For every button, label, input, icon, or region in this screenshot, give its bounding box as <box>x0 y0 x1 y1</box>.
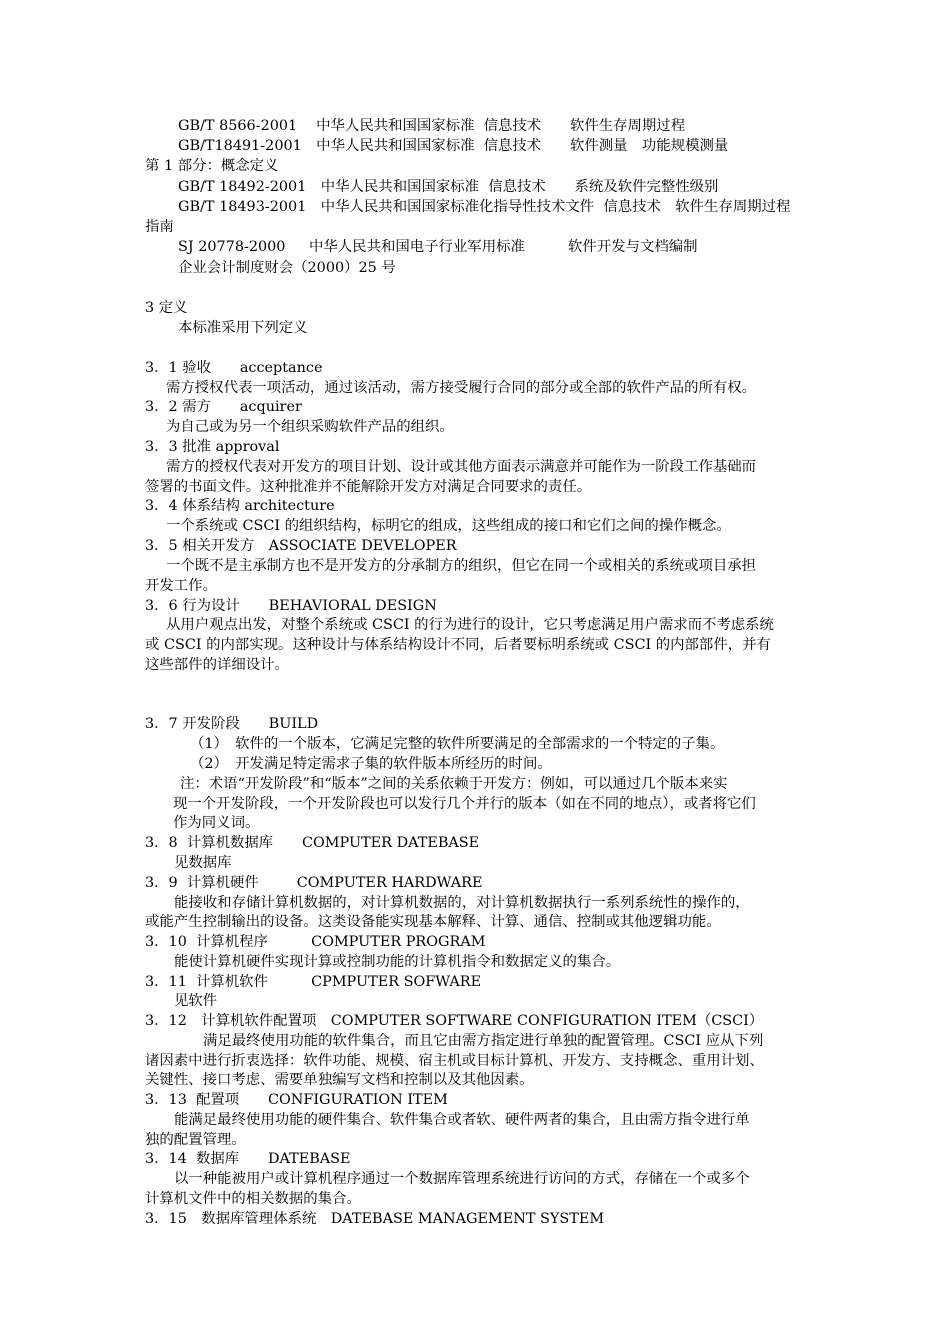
term-body: 见数据库 <box>174 855 232 871</box>
term-body: 能接收和存储计算机数据的，对计算机数据的，对计算机数据执行一系列系统性的操作的， <box>174 895 750 911</box>
term-body: 需方授权代表一项活动，通过该活动，需方接受履行合同的部分或全部的软件产品的所有权。 <box>166 380 757 396</box>
term-body: 或 CSCI 的内部实现。这种设计与体系结构设计不同，后者要标明系统或 CSCI 的内部部件，并有 <box>145 637 771 653</box>
reference-line: 指南 <box>145 219 174 235</box>
reference-line: GB/T 18493-2001 中华人民共和国国家标准化指导性技术文件 信息技术 软件生存周期过程 <box>178 199 791 215</box>
term-heading: 3．11 计算机软件 CPMPUTER SOFWARE <box>145 974 482 990</box>
term-body: 从用户观点出发，对整个系统或 CSCI 的行为进行的设计，它只考虑满足用户需求而不考虑系统 <box>166 617 774 633</box>
term-heading: 3．6 行为设计 BEHAVIORAL DESIGN <box>145 598 437 614</box>
term-note: 作为同义词。 <box>173 815 260 831</box>
term-body: 一个系统或 CSCI 的组织结构，标明它的组成，这些组成的接口和它们之间的操作概念。 <box>166 518 731 534</box>
reference-line: SJ 20778-2000 中华人民共和国电子行业军用标准 软件开发与文档编制 <box>178 239 698 255</box>
term-body: 这些部件的详细设计。 <box>145 657 289 673</box>
term-body: 能满足最终使用功能的硬件集合、软件集合或者软、硬件两者的集合，且由需方指令进行单 <box>174 1112 750 1128</box>
term-body: 计算机文件中的相关数据的集合。 <box>145 1191 361 1207</box>
term-body: 签署的书面文件。这种批准并不能解除开发方对满足合同要求的责任。 <box>145 479 592 495</box>
term-body: 诸因素中进行折衷选择：软件功能、规模、宿主机或目标计算机、开发方、支持概念、重用计划、 <box>145 1053 764 1069</box>
reference-line: 企业会计制度财会（2000）25 号 <box>178 260 396 276</box>
term-body: 或能产生控制输出的设备。这类设备能实现基本解释、计算、通信、控制或其他逻辑功能。 <box>145 914 721 930</box>
term-body: 需方的授权代表对开发方的项目计划、设计或其他方面表示满意并可能作为一阶段工作基础而 <box>166 459 757 475</box>
reference-line: GB/T 8566-2001 中华人民共和国国家标准 信息技术 软件生存周期过程 <box>178 118 686 134</box>
term-heading: 3．4 体系结构 architecture <box>145 498 335 514</box>
term-body: （2） 开发满足特定需求子集的软件版本所经历的时间。 <box>190 756 552 772</box>
term-heading: 3．7 开发阶段 BUILD <box>145 716 319 732</box>
term-heading: 3．2 需方 acquirer <box>145 399 302 415</box>
term-body: 关键性、接口考虑、需要单独编写文档和控制以及其他因素。 <box>145 1072 534 1088</box>
reference-line: GB/T 18492-2001 中华人民共和国国家标准 信息技术 系统及软件完整性级别 <box>178 179 719 195</box>
term-heading: 3．1 验收 acceptance <box>145 360 323 376</box>
term-body: 一个既不是主承制方也不是开发方的分承制方的组织，但它在同一个或相关的系统或项目承担 <box>166 558 757 574</box>
term-heading: 3．10 计算机程序 COMPUTER PROGRAM <box>145 934 486 950</box>
term-heading: 3．5 相关开发方 ASSOCIATE DEVELOPER <box>145 538 457 554</box>
term-heading: 3．12 计算机软件配置项 COMPUTER SOFTWARE CONFIGURATION ITEM（CSCI） <box>145 1013 764 1029</box>
term-body: 见软件 <box>174 993 218 1009</box>
term-heading: 3．15 数据库管理体系统 DATEBASE MANAGEMENT SYSTEM <box>145 1211 605 1227</box>
term-body: （1） 软件的一个版本，它满足完整的软件所要满足的全部需求的一个特定的子集。 <box>190 736 725 752</box>
section-title: 3 定义 <box>145 300 188 316</box>
reference-line: GB/T18491-2001 中华人民共和国国家标准 信息技术 软件测量 功能规模测量 <box>178 138 729 154</box>
term-note: 注：术语“开发阶段”和“版本”之间的关系依赖于开发方：例如，可以通过几个版本来实 <box>180 776 728 792</box>
reference-line: 第 1 部分：概念定义 <box>145 158 279 174</box>
term-note: 现一个开发阶段，一个开发阶段也可以发行几个并行的版本（如在不同的地点），或者将它们 <box>173 796 756 812</box>
term-body: 满足最终使用功能的软件集合，而且它由需方指定进行单独的配置管理。CSCI 应从下列 <box>203 1033 764 1049</box>
term-heading: 3．8 计算机数据库 COMPUTER DATEBASE <box>145 835 480 851</box>
term-body: 能使计算机硬件实现计算或控制功能的计算机指令和数据定义的集合。 <box>174 954 621 970</box>
term-body: 以一种能被用户或计算机程序通过一个数据库管理系统进行访问的方式，存储在一个或多个 <box>174 1171 750 1187</box>
section-intro: 本标准采用下列定义 <box>178 320 308 336</box>
term-body: 独的配置管理。 <box>145 1132 246 1148</box>
term-heading: 3．9 计算机硬件 COMPUTER HARDWARE <box>145 875 483 891</box>
term-heading: 3．3 批准 approval <box>145 439 280 455</box>
term-body: 为自己或为另一个组织采购软件产品的组织。 <box>166 419 454 435</box>
term-body: 开发工作。 <box>145 578 217 594</box>
term-heading: 3．13 配置项 CONFIGURATION ITEM <box>145 1092 448 1108</box>
term-heading: 3．14 数据库 DATEBASE <box>145 1151 351 1167</box>
